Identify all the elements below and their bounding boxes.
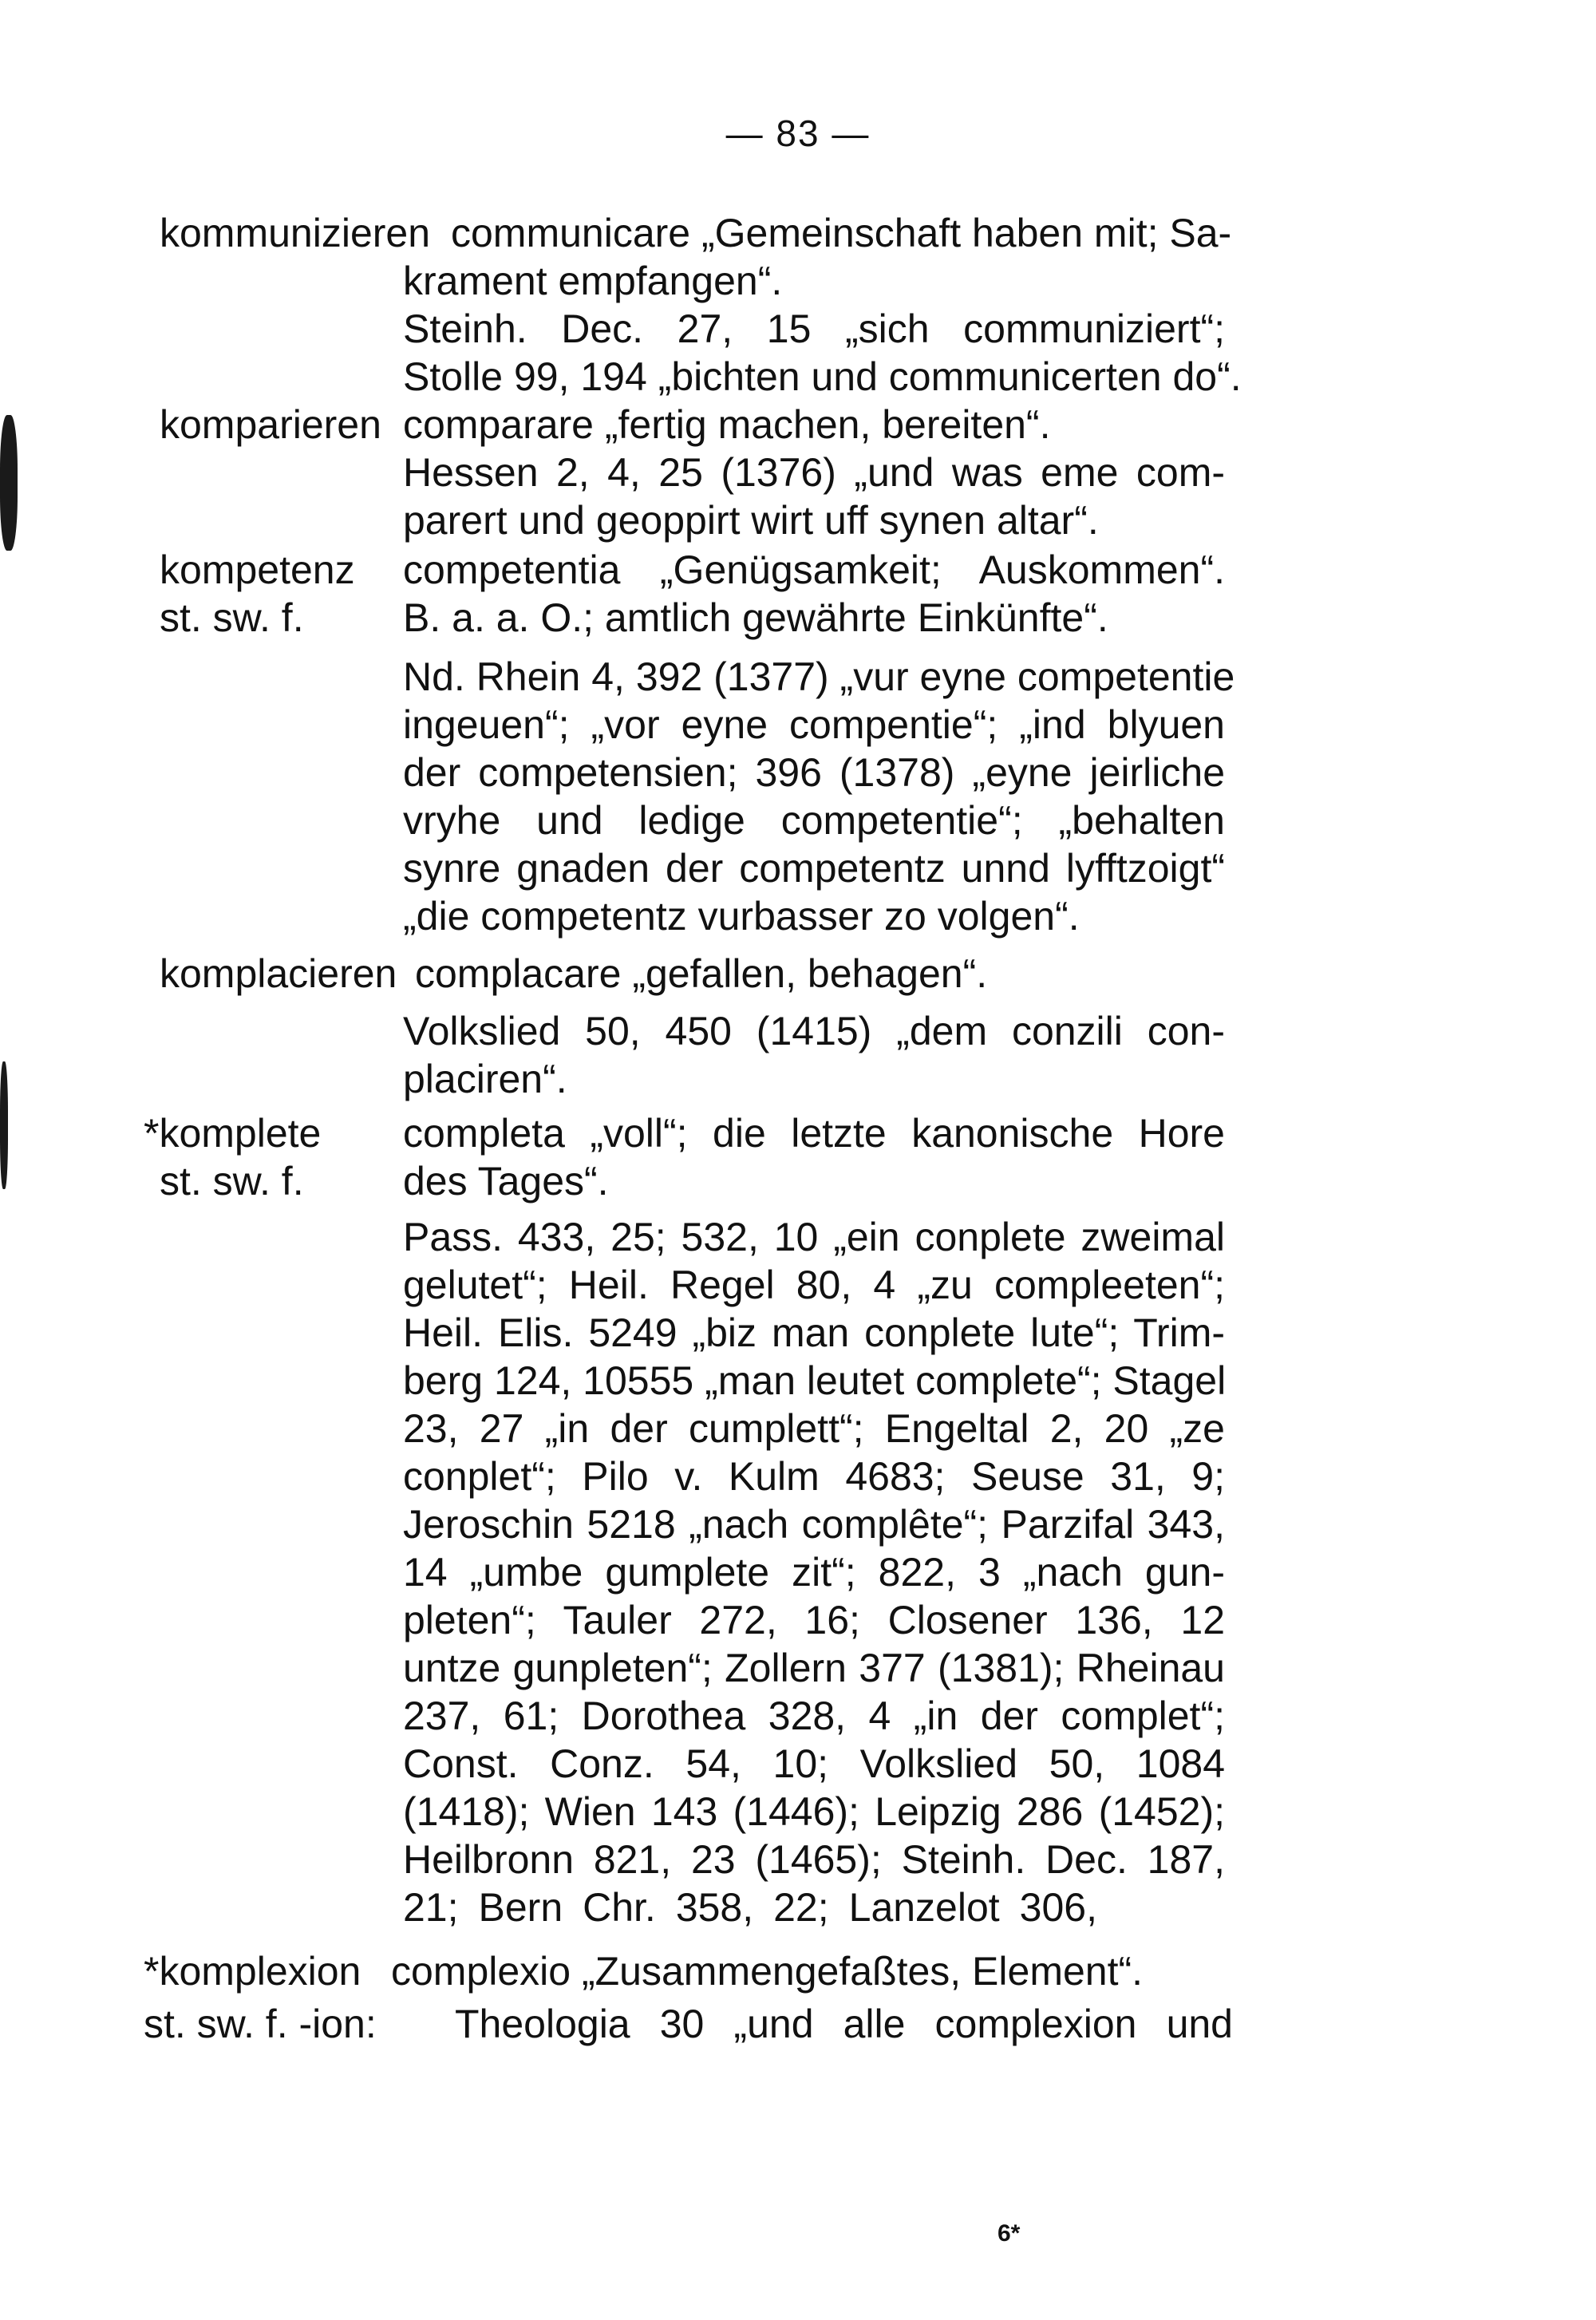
citation-text: untze gunpleten“; Zollern 377 (1381); Rheinau	[403, 1646, 1225, 1690]
citation-line: placiren“.	[403, 1057, 567, 1101]
citation-line	[403, 353, 1242, 401]
citation-line	[403, 1836, 1225, 1883]
headword-kompetenz: kompetenz	[160, 547, 355, 592]
citation-line: „die competentz vurbasser zo volgen“.	[403, 894, 1080, 939]
scan-artifact	[0, 1061, 8, 1189]
citation-text: pleten“; Tauler 272, 16; Closener 136, 12	[403, 1598, 1225, 1642]
definition-text: competentia „Genügsamkeit; Auskommen“.	[403, 547, 1225, 592]
citation-line	[403, 749, 1225, 796]
citation-text: (1418); Wien 143 (1446); Leipzig 286 (1452);	[403, 1789, 1225, 1834]
citation-text: Stolle 99, 194 „bichten und communicerten do“.	[403, 354, 1242, 399]
citation-text: Volkslied 50, 450 (1415) „dem conzili con-	[403, 1009, 1225, 1053]
citation-text: Steinh. Dec. 27, 15 „sich communiziert“;	[403, 306, 1225, 351]
citation-line	[403, 844, 1225, 892]
scan-artifact	[0, 415, 18, 551]
citation-line	[403, 1500, 1225, 1548]
citation-text: Heil. Elis. 5249 „biz man conplete lute“; Trim-	[403, 1310, 1225, 1355]
citation-line	[455, 2000, 1233, 2048]
citation-text: berg 124, 10555 „man leutet complete“; Stagel	[403, 1358, 1227, 1403]
headword-komparieren: komparieren	[160, 402, 381, 447]
definition-line: complexio „Zusammengefaßtes, Element“.	[391, 1949, 1144, 1994]
citation-line	[403, 653, 1235, 701]
citation-line	[403, 1007, 1225, 1055]
citation-line	[403, 1357, 1225, 1405]
signature-mark: 6*	[998, 2220, 1021, 2247]
citation-line	[403, 701, 1225, 749]
definition-text: completa „voll“; die letzte kanonische Hore	[403, 1111, 1225, 1156]
citation-line	[403, 1883, 1097, 1931]
citation-text: 23, 27 „in der cumplett“; Engeltal 2, 20 „ze	[403, 1406, 1225, 1451]
definition-line	[403, 1109, 1225, 1157]
definition-text: communicare „Gemeinschaft haben mit; Sa-	[451, 211, 1232, 255]
citation-line	[403, 305, 1225, 353]
grammar-label: st. sw. f. -ion:	[144, 2002, 377, 2046]
citation-line	[403, 449, 1225, 496]
citation-text: 14 „umbe gumplete zit“; 822, 3 „nach gun-	[403, 1550, 1225, 1595]
citation-text: ingeuen“; „vor eyne compentie“; „ind blyuen	[403, 702, 1225, 747]
citation-text: Pass. 433, 25; 532, 10 „ein conplete zweimal	[403, 1215, 1225, 1259]
citation-line	[403, 1405, 1225, 1452]
citation-text: 237, 61; Dorothea 328, 4 „in der complet“;	[403, 1694, 1225, 1738]
citation-line	[403, 796, 1225, 844]
citation-text: conplet“; Pilo v. Kulm 4683; Seuse 31, 9;	[403, 1454, 1225, 1499]
citation-line	[403, 1596, 1225, 1644]
headword-komplexion: *komplexion	[144, 1949, 361, 1994]
citation-text: Theologia 30 „und alle complexion und	[455, 2002, 1233, 2046]
headword-komplete: *komplete	[144, 1111, 322, 1156]
citation-line	[403, 1213, 1225, 1261]
citation-line	[403, 1309, 1225, 1357]
citation-line	[403, 1644, 1225, 1692]
headword-komplacieren: komplacieren	[160, 951, 397, 996]
citation-line	[403, 1740, 1225, 1788]
citation-text: Nd. Rhein 4, 392 (1377) „vur eyne competentie	[403, 654, 1235, 699]
headword-kommunizieren: kommunizieren	[160, 211, 431, 255]
grammar-label: st. sw. f.	[160, 595, 304, 640]
page-number: — 83 —	[725, 113, 871, 154]
citation-text: Const. Conz. 54, 10; Volkslied 50, 1084	[403, 1741, 1225, 1786]
citation-text: Heilbronn 821, 23 (1465); Steinh. Dec. 187,	[403, 1837, 1225, 1882]
citation-text: 21; Bern Chr. 358, 22; Lanzelot 306,	[403, 1885, 1097, 1930]
citation-text: gelutet“; Heil. Regel 80, 4 „zu compleeten“;	[403, 1263, 1225, 1307]
citation-text: Jeroschin 5218 „nach complête“; Parzifal 343,	[403, 1502, 1225, 1547]
citation-text: Hessen 2, 4, 25 (1376) „und was eme com-	[403, 450, 1225, 495]
definition-line	[451, 209, 1232, 257]
definition-line: comparare „fertig machen, bereiten“.	[403, 402, 1051, 447]
citation-line	[403, 1261, 1225, 1309]
definition-line	[403, 546, 1225, 594]
citation-line	[403, 1548, 1225, 1596]
citation-line	[403, 1788, 1225, 1836]
definition-line: des Tages“.	[403, 1159, 609, 1203]
citation-line: parert und geoppirt wirt uff synen altar“.	[403, 498, 1099, 543]
definition-line: complacare „gefallen, behagen“.	[415, 951, 988, 996]
citation-text: der competensien; 396 (1378) „eyne jeirliche	[403, 750, 1225, 795]
definition-line: B. a. a. O.; amtlich gewährte Einkünfte“.	[403, 595, 1108, 640]
citation-text: synre gnaden der competentz unnd lyfftzoigt“	[403, 846, 1225, 891]
citation-line	[403, 1692, 1225, 1740]
grammar-label: st. sw. f.	[160, 1159, 304, 1203]
citation-line	[403, 1452, 1225, 1500]
definition-line: krament empfangen“.	[403, 259, 783, 303]
citation-text: vryhe und ledige competentie“; „behalten	[403, 798, 1225, 843]
